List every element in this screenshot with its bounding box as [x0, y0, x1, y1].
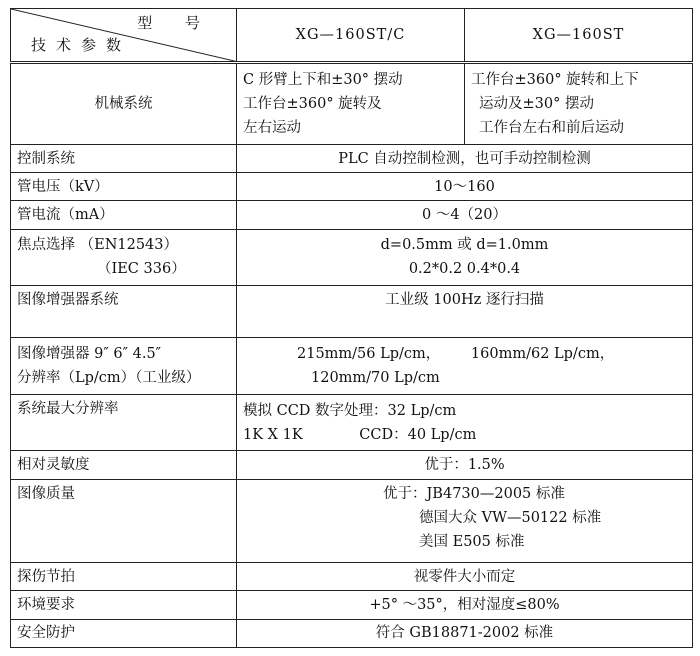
- row-max-resolution: [11, 394, 693, 450]
- mechanical-model-1-line: 工作台±360° 旋转及: [243, 96, 382, 113]
- current-label: 管电流（mA）: [11, 201, 237, 229]
- focus-label-line: （IEC 336）: [97, 261, 186, 278]
- row-current: [11, 201, 693, 229]
- safety-value: 符合 GB18871-2002 标准: [237, 619, 693, 647]
- voltage-value: 10～160: [237, 173, 693, 201]
- row-safety: [11, 619, 693, 647]
- focus-label: [11, 229, 237, 285]
- mechanical-model-2-line: 工作台±360° 旋转和上下: [471, 72, 639, 89]
- spec-table: [10, 8, 693, 648]
- mechanical-label: 机械系统: [11, 63, 237, 145]
- environment-label: 环境要求: [11, 591, 237, 619]
- control-label: 控制系统: [11, 144, 237, 172]
- resolution-value-line: [297, 342, 686, 366]
- max-resolution-matrix: 1K X 1K: [243, 426, 303, 443]
- voltage-label: 管电压（kV）: [11, 173, 237, 201]
- focus-label-line: 焦点选择 （EN12543）: [17, 237, 179, 254]
- mechanical-model-2-line: 运动及±30° 摆动: [479, 96, 594, 113]
- row-environment: [11, 591, 693, 619]
- quality-label: 图像质量: [11, 479, 237, 563]
- focus-value-line: d=0.5mm 或 d=1.0mm: [380, 237, 549, 254]
- sensitivity-label: 相对灵敏度: [11, 451, 237, 479]
- sensitivity-value: 优于：1.5%: [237, 451, 693, 479]
- quality-value: [237, 479, 693, 563]
- resolution-label: [11, 338, 237, 394]
- resolution-value-3: 120mm/70 Lp/cm: [311, 370, 440, 387]
- mechanical-model-1-line: 左右运动: [243, 120, 301, 137]
- row-beat: [11, 563, 693, 591]
- header-row: [11, 9, 693, 63]
- quality-line-3: 美国 E505 标准: [419, 533, 525, 550]
- param-header-label: 技术参数: [31, 36, 132, 55]
- environment-value: +5° ～35°，相对湿度≤80%: [237, 591, 693, 619]
- max-resolution-line-1: 模拟 CCD 数字处理：32 Lp/cm: [243, 402, 457, 419]
- row-control: [11, 144, 693, 172]
- max-resolution-label: 系统最大分辨率: [11, 394, 237, 450]
- resolution-label-line: 分辨率（Lp/cm）（工业级）: [17, 370, 201, 387]
- focus-value: [237, 229, 693, 285]
- mechanical-model-1: [237, 63, 465, 145]
- model-1-header: XG—160ST/C: [237, 9, 465, 63]
- model-header-label: 型 号: [137, 14, 214, 32]
- resolution-label-line: 图像增强器 9″ 6″ 4.5″: [17, 346, 162, 363]
- beat-value: 视零件大小而定: [237, 563, 693, 591]
- row-voltage: [11, 173, 693, 201]
- resolution-value-1: 215mm/56 Lp/cm，: [297, 346, 441, 363]
- corner-header-cell: [11, 9, 237, 63]
- row-sensitivity: [11, 451, 693, 479]
- resolution-value: [237, 338, 693, 394]
- row-quality: [11, 479, 693, 563]
- row-resolution: [11, 338, 693, 394]
- safety-label: 安全防护: [11, 619, 237, 647]
- control-value: PLC 自动控制检测，也可手动控制检测: [237, 144, 693, 172]
- row-focus: [11, 229, 693, 285]
- intensifier-label: 图像增强器系统: [11, 286, 237, 338]
- quality-line-1: 优于：JB4730—2005 标准: [383, 485, 565, 502]
- max-resolution-value: [237, 394, 693, 450]
- current-value: 0 ～4（20）: [237, 201, 693, 229]
- max-resolution-ccd: CCD：40 Lp/cm: [359, 426, 477, 443]
- mechanical-model-1-line: C 形臂上下和±30° 摆动: [243, 72, 403, 89]
- intensifier-value: 工业级 100Hz 逐行扫描: [237, 286, 693, 338]
- quality-line-2: 德国大众 VW—50122 标准: [419, 509, 602, 526]
- model-2-header: XG—160ST: [465, 9, 693, 63]
- row-mechanical: [11, 63, 693, 145]
- focus-value-line: 0.2*0.2 0.4*0.4: [408, 261, 521, 278]
- mechanical-model-2-line: 工作台左右和前后运动: [479, 120, 624, 137]
- resolution-value-2: 160mm/62 Lp/cm，: [470, 346, 615, 363]
- max-resolution-line-2: [243, 423, 686, 447]
- beat-label: 探伤节拍: [11, 563, 237, 591]
- mechanical-model-2: [465, 63, 693, 145]
- row-intensifier: [11, 286, 693, 338]
